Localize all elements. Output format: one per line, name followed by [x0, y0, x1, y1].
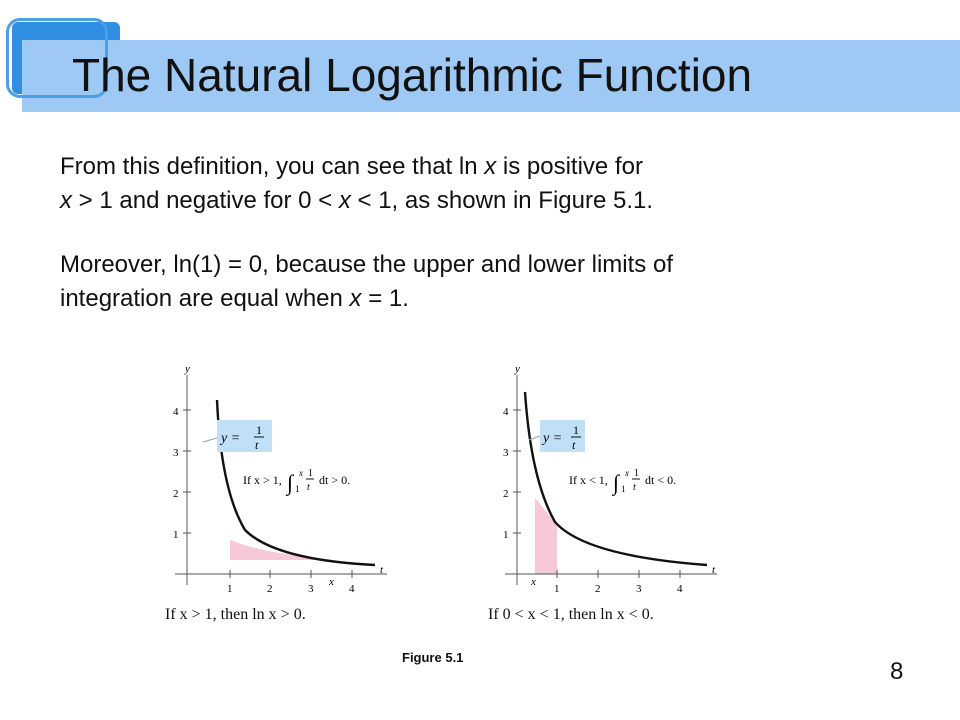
- integral-upper: x: [299, 468, 303, 478]
- curve-label-numerator: 1: [573, 423, 579, 437]
- curve-label-lhs: y =: [543, 431, 563, 446]
- paragraph-moreover: [60, 248, 920, 316]
- text-run: is positive for: [496, 153, 643, 180]
- integral-result: dt > 0.: [319, 473, 351, 487]
- y-tick-label: 1: [503, 529, 509, 541]
- integral-result: dt < 0.: [645, 473, 677, 487]
- caption-right: If 0 < x < 1, then ln x < 0.: [488, 606, 654, 623]
- condition-text: If x > 1,: [243, 473, 282, 487]
- y-tick-label: 3: [173, 447, 179, 459]
- curve-label-lhs: y =: [221, 431, 241, 446]
- y-tick-label: 2: [503, 488, 509, 500]
- t-tick-label: 4: [349, 583, 355, 595]
- text-run: x: [349, 285, 362, 312]
- text-run: x: [484, 153, 497, 180]
- integral-sign: ∫: [287, 470, 294, 495]
- y-tick-label: 1: [173, 529, 179, 541]
- y-axis-label: y: [185, 363, 190, 375]
- integrand-numerator: 1: [634, 468, 639, 479]
- curve-label-denominator: t: [572, 438, 576, 452]
- slide-title: The Natural Logarithmic Function: [72, 49, 753, 101]
- integrand-denominator: t: [633, 482, 636, 493]
- t-axis-label: t: [712, 564, 716, 576]
- caption-left: If x > 1, then ln x > 0.: [165, 606, 306, 623]
- t-tick-label: 1: [554, 583, 560, 595]
- paragraph-definition: [60, 150, 920, 218]
- integral-lower: 1: [295, 484, 300, 494]
- y-axis-label: y: [515, 363, 520, 375]
- y-tick-label: 4: [503, 406, 509, 418]
- curve-label-denominator: t: [255, 438, 259, 452]
- condition-text: If x < 1,: [569, 473, 608, 487]
- shaded-area-negative: [535, 498, 557, 574]
- t-tick-label: 3: [308, 583, 314, 595]
- figure-label: Figure 5.1: [402, 650, 464, 665]
- integral-sign: ∫: [613, 470, 620, 495]
- y-tick-label: 4: [173, 406, 179, 418]
- text-run: x: [60, 187, 72, 214]
- t-axis-label: t: [380, 564, 384, 576]
- text-run: = 1.: [361, 285, 409, 312]
- text-run: x: [338, 187, 351, 214]
- integrand-numerator: 1: [308, 468, 313, 479]
- text-run: integration are equal when: [60, 285, 350, 312]
- curve-label-numerator: 1: [256, 423, 262, 437]
- t-tick-label: 3: [636, 583, 642, 595]
- integral-lower: 1: [621, 484, 626, 494]
- text-run: From this definition, you can see that ln: [60, 153, 485, 180]
- integrand-denominator: t: [307, 482, 310, 493]
- t-tick-label: 2: [267, 583, 273, 595]
- text-run: Moreover, ln(1) = 0, because the upper and lower limits of: [60, 251, 673, 278]
- text-run: > 1 and negative for 0 <: [72, 187, 339, 214]
- t-tick-label: 1: [227, 583, 233, 595]
- x-marker-label: x: [531, 576, 536, 588]
- graph-right: [480, 360, 730, 600]
- graph-left: [155, 360, 395, 600]
- y-tick-label: 2: [173, 488, 179, 500]
- t-tick-label: 4: [677, 583, 683, 595]
- x-marker-label: x: [329, 576, 334, 588]
- t-tick-label: 2: [595, 583, 601, 595]
- text-run: < 1, as shown in Figure 5.1.: [350, 187, 654, 214]
- integral-upper: x: [625, 468, 629, 478]
- y-tick-label: 3: [503, 447, 509, 459]
- page-number: 8: [890, 658, 904, 685]
- curve-label-pointer: [203, 438, 217, 442]
